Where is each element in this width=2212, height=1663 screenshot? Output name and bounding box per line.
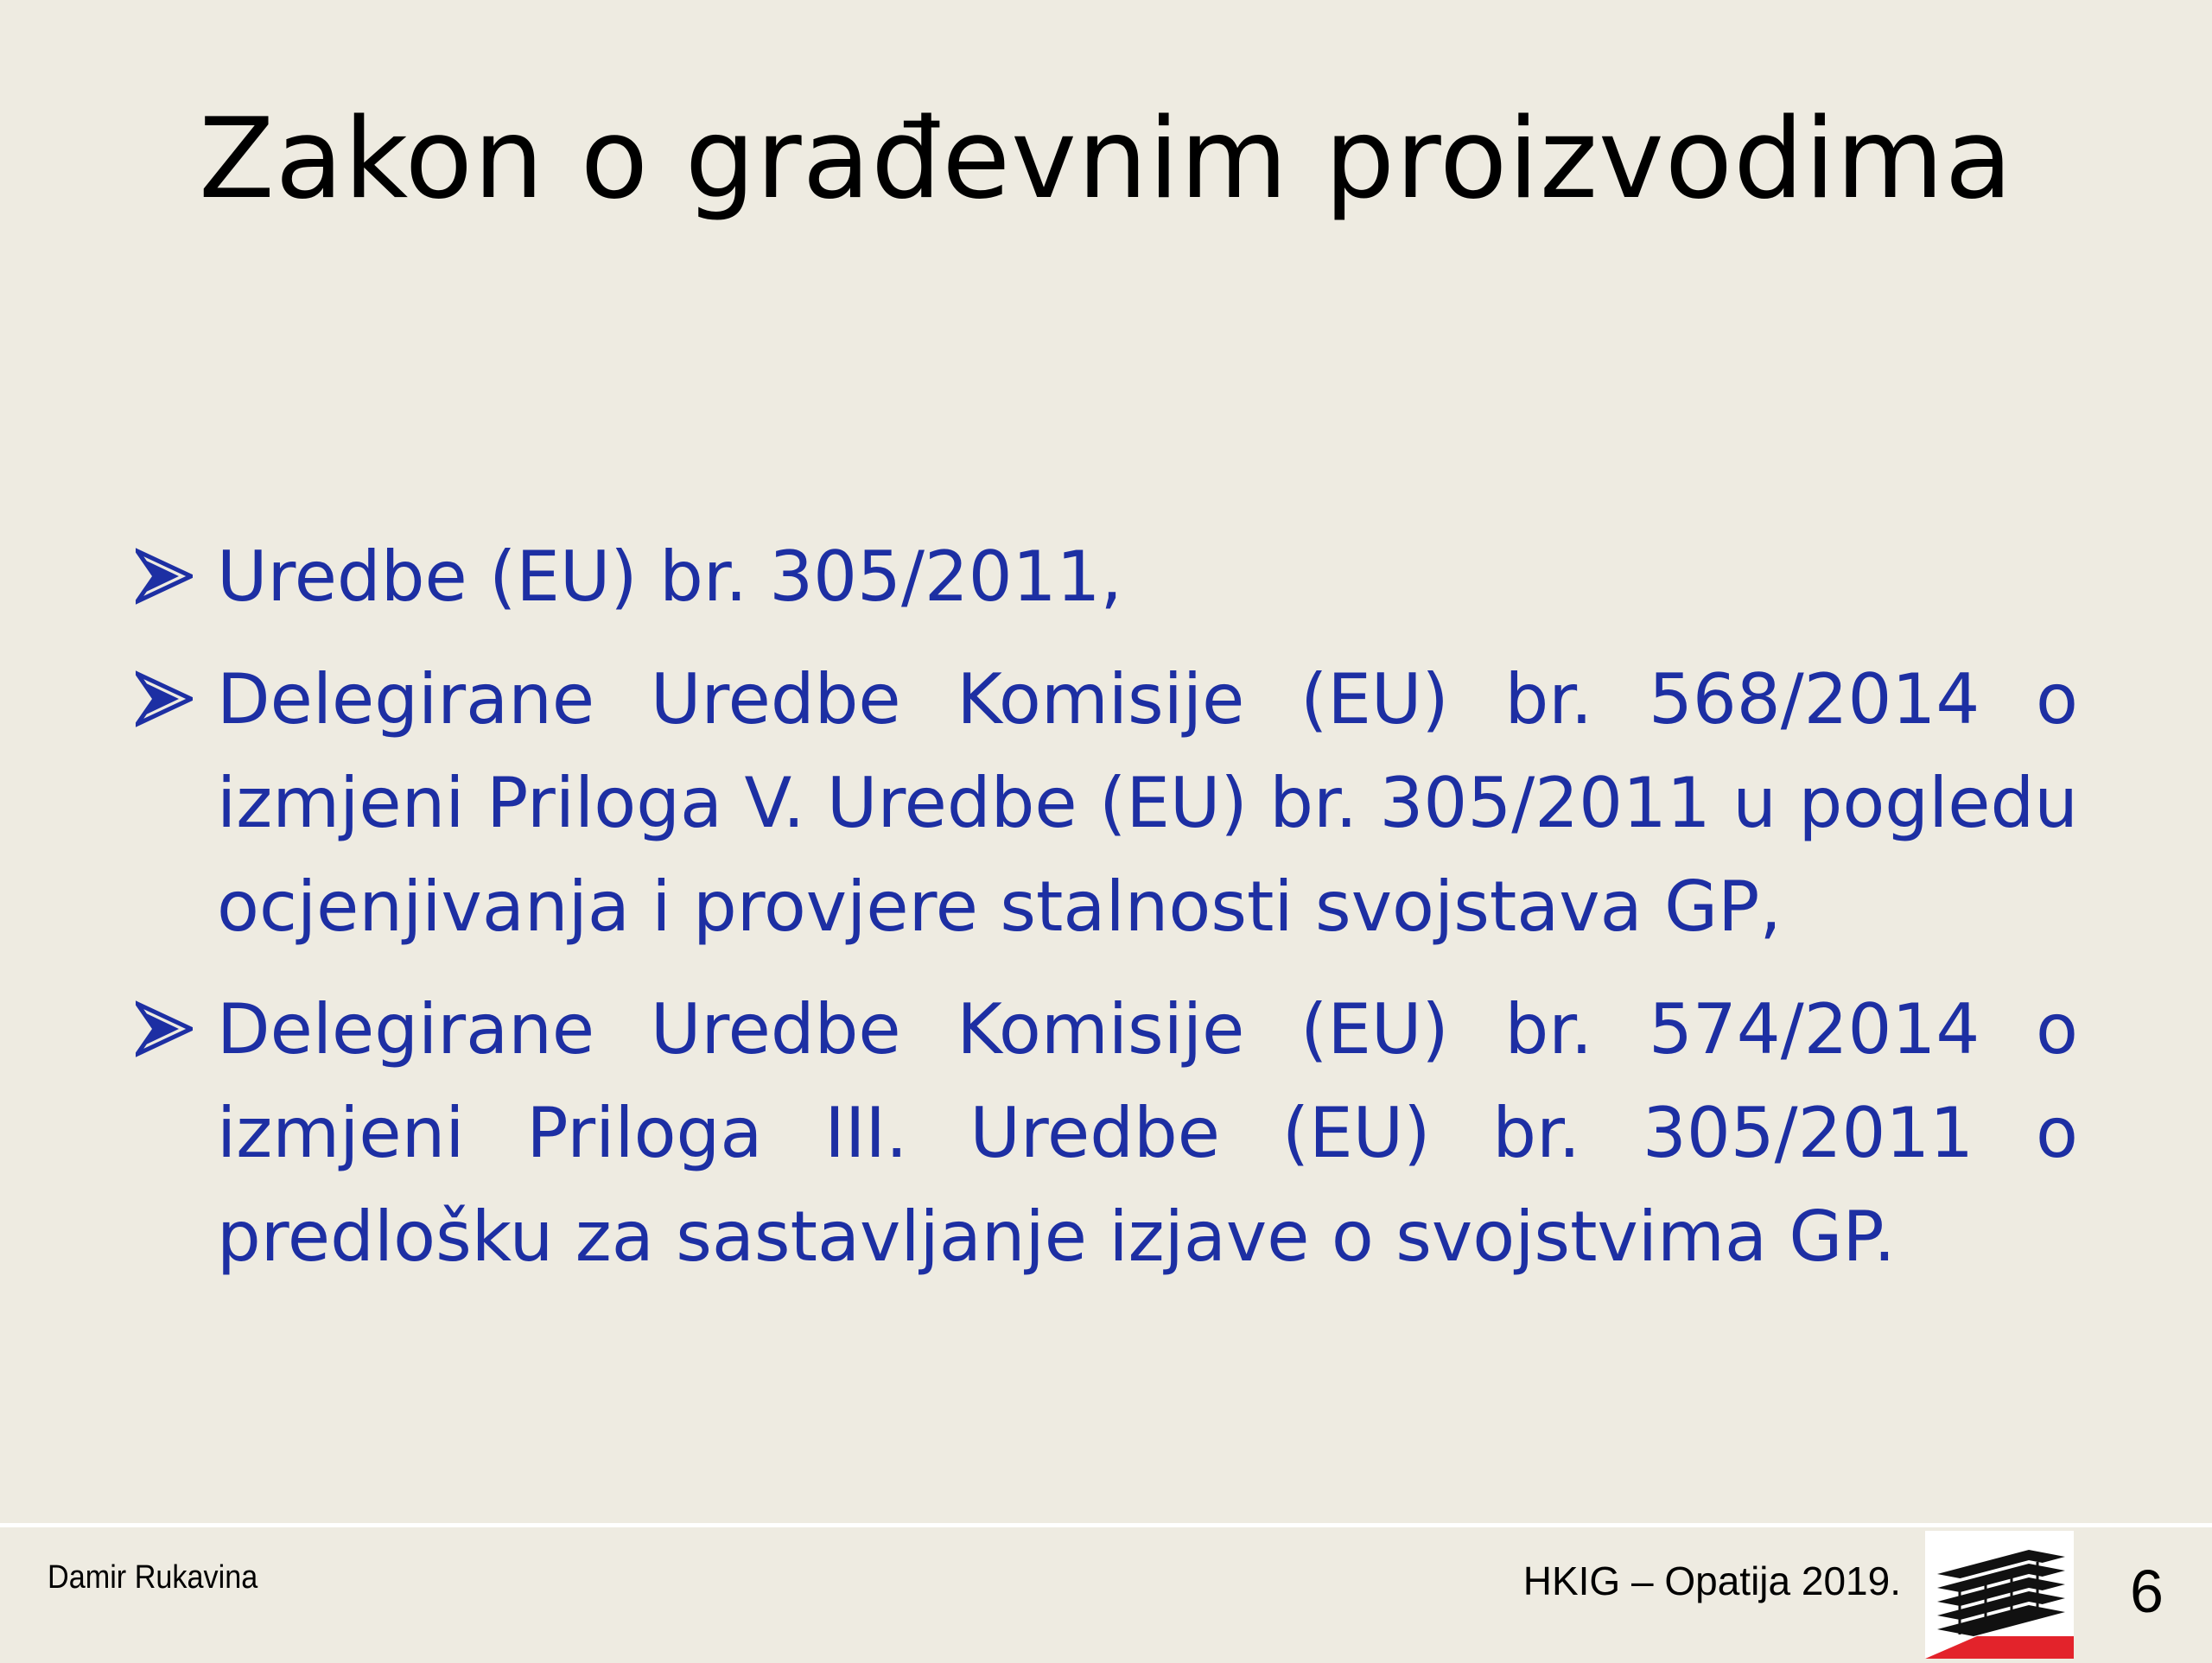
bullet-text: Delegirane Uredbe Komisije (EU) br. 574/2014 o izmjeni Priloga III. Uredbe (EU) br. 305/2011 o predlošku za sastavljanje izjave o svojstvima GP. xyxy=(217,989,2078,1277)
footer-event: HKIG – Opatija 2019. xyxy=(1522,1558,1901,1603)
arrow-bullet-icon xyxy=(136,1000,193,1057)
page-number: 6 xyxy=(2130,1558,2164,1625)
slide-title: Zakon o građevnim proizvodima xyxy=(198,95,2014,224)
hkig-logo-icon xyxy=(1925,1531,2074,1659)
bullet-text: Uredbe (EU) br. 305/2011, xyxy=(217,536,1122,617)
footer-author: Damir Rukavina xyxy=(48,1559,258,1596)
footer-divider xyxy=(0,1523,2212,1527)
bullet-item xyxy=(134,978,2078,1289)
bullet-item xyxy=(134,648,2078,959)
arrow-bullet-icon xyxy=(136,670,193,727)
bullet-item xyxy=(134,525,2078,629)
bullet-list xyxy=(134,525,2078,1308)
bullet-text: Delegirane Uredbe Komisije (EU) br. 568/2014 o izmjeni Priloga V. Uredbe (EU) br. 305/2011 u pogledu ocjenjivanja i provjere stalnosti svojstava GP, xyxy=(217,659,2078,947)
arrow-bullet-icon xyxy=(136,548,193,605)
